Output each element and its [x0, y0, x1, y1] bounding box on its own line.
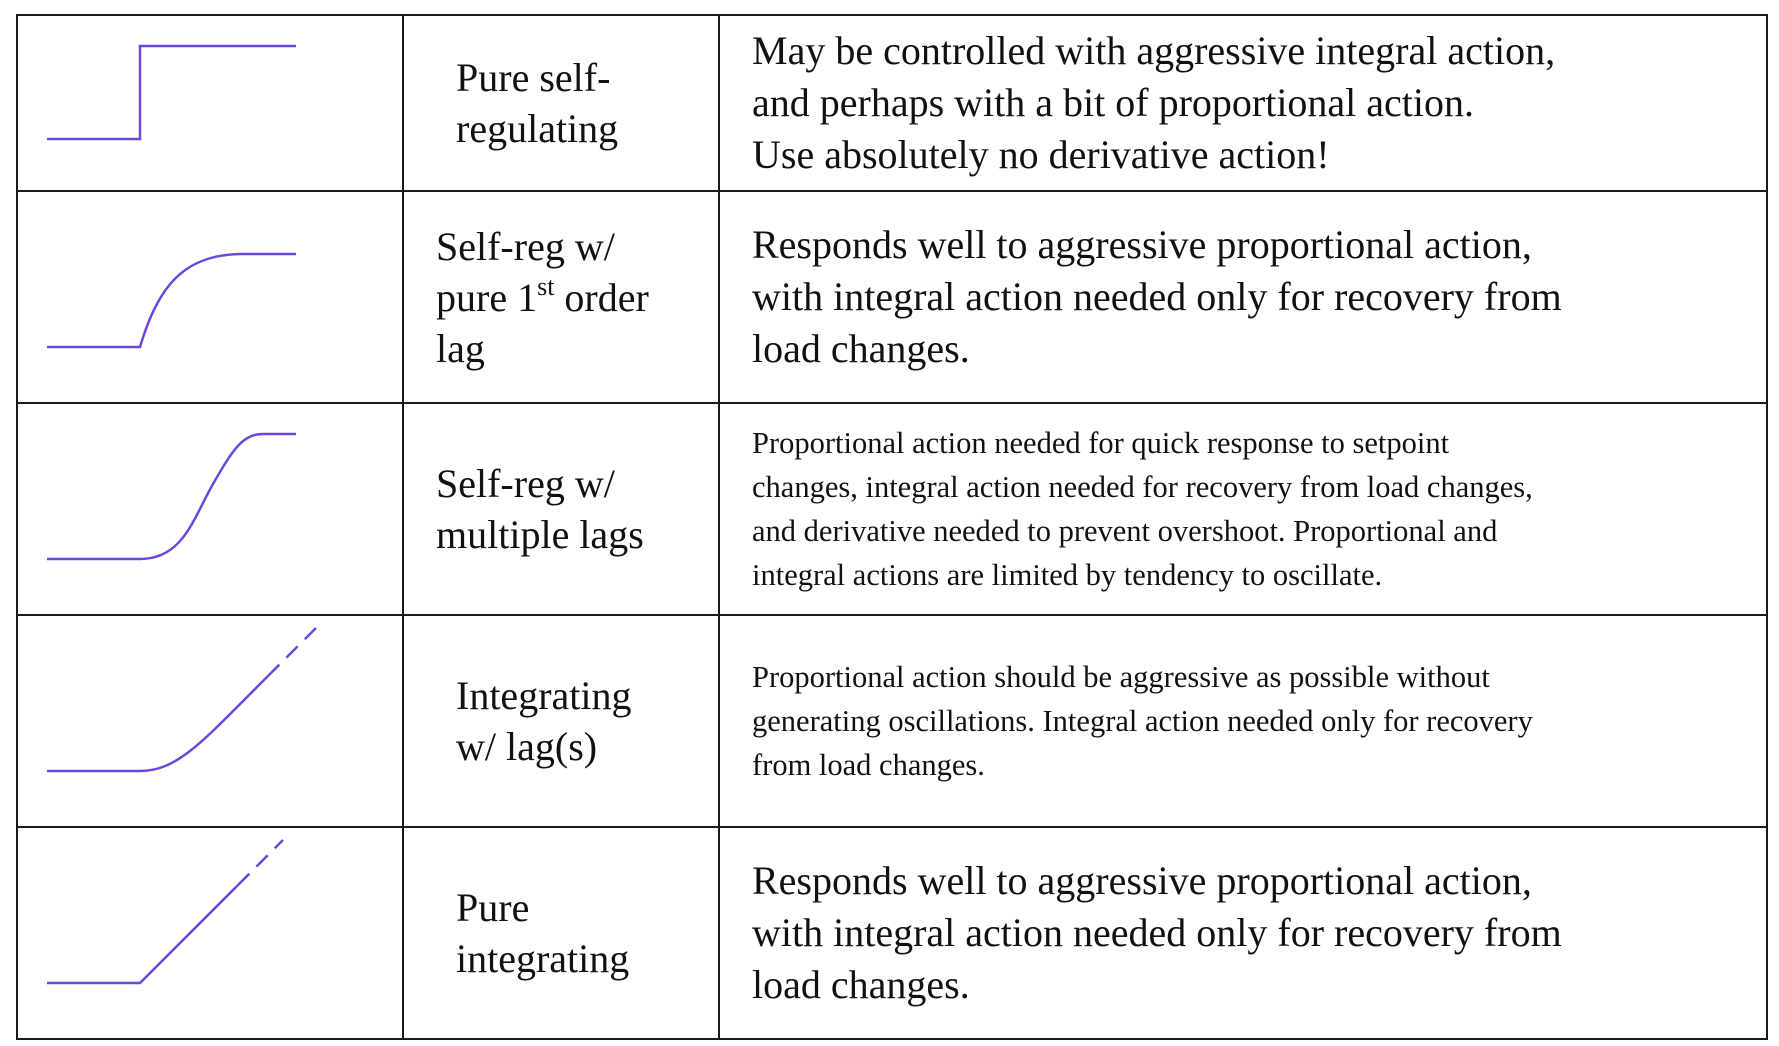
curve-cell: [17, 191, 403, 403]
step-response-icon: [18, 16, 404, 190]
pure-integrating-response-icon: [18, 828, 404, 1038]
table-row: [17, 827, 1767, 1039]
tuning-description: Proportional action should be aggressive as possible without generating oscillations. Integral action needed only for recovery from load changes.: [752, 660, 1533, 782]
process-type-label: Self-reg w/ multiple lags: [436, 461, 644, 557]
curve-cell: [17, 403, 403, 615]
process-type-label: Self-reg w/ pure 1st order lag: [436, 223, 649, 371]
tuning-description-cell: [719, 191, 1767, 403]
tuning-description-cell: [719, 15, 1767, 191]
process-type-cell: [403, 191, 719, 403]
process-type-label: Pure self- regulating: [456, 55, 619, 151]
multiple-lag-response-icon: [18, 404, 404, 614]
integrating-with-lag-response-icon: [18, 616, 404, 826]
table-row: [17, 403, 1767, 615]
curve-cell: [17, 15, 403, 191]
tuning-description: May be controlled with aggressive integral action, and perhaps with a bit of proportional action. Use absolutely no derivative action!: [752, 28, 1556, 177]
curve-cell: [17, 827, 403, 1039]
process-type-label: Integrating w/ lag(s): [456, 673, 632, 769]
process-characteristics-table: [16, 14, 1768, 1040]
process-type-cell: [403, 615, 719, 827]
first-order-lag-response-icon: [18, 192, 404, 402]
tuning-description-cell: [719, 827, 1767, 1039]
tuning-description-cell: [719, 615, 1767, 827]
tuning-description-cell: [719, 403, 1767, 615]
process-type-cell: [403, 15, 719, 191]
curve-cell: [17, 615, 403, 827]
table-row: [17, 615, 1767, 827]
tuning-description: Responds well to aggressive proportional action, with integral action needed only for recovery from load changes.: [752, 222, 1562, 371]
process-type-label: Pure integrating: [456, 885, 630, 981]
tuning-description: Responds well to aggressive proportional action, with integral action needed only for recovery from load changes.: [752, 858, 1562, 1007]
table-row: [17, 191, 1767, 403]
tuning-description: Proportional action needed for quick response to setpoint changes, integral action needed for recovery from load changes, and derivative needed to prevent overshoot. Proportional and integral actions are limited by tendency to oscillate.: [752, 426, 1533, 592]
table-row: [17, 15, 1767, 191]
process-type-cell: [403, 403, 719, 615]
process-type-cell: [403, 827, 719, 1039]
